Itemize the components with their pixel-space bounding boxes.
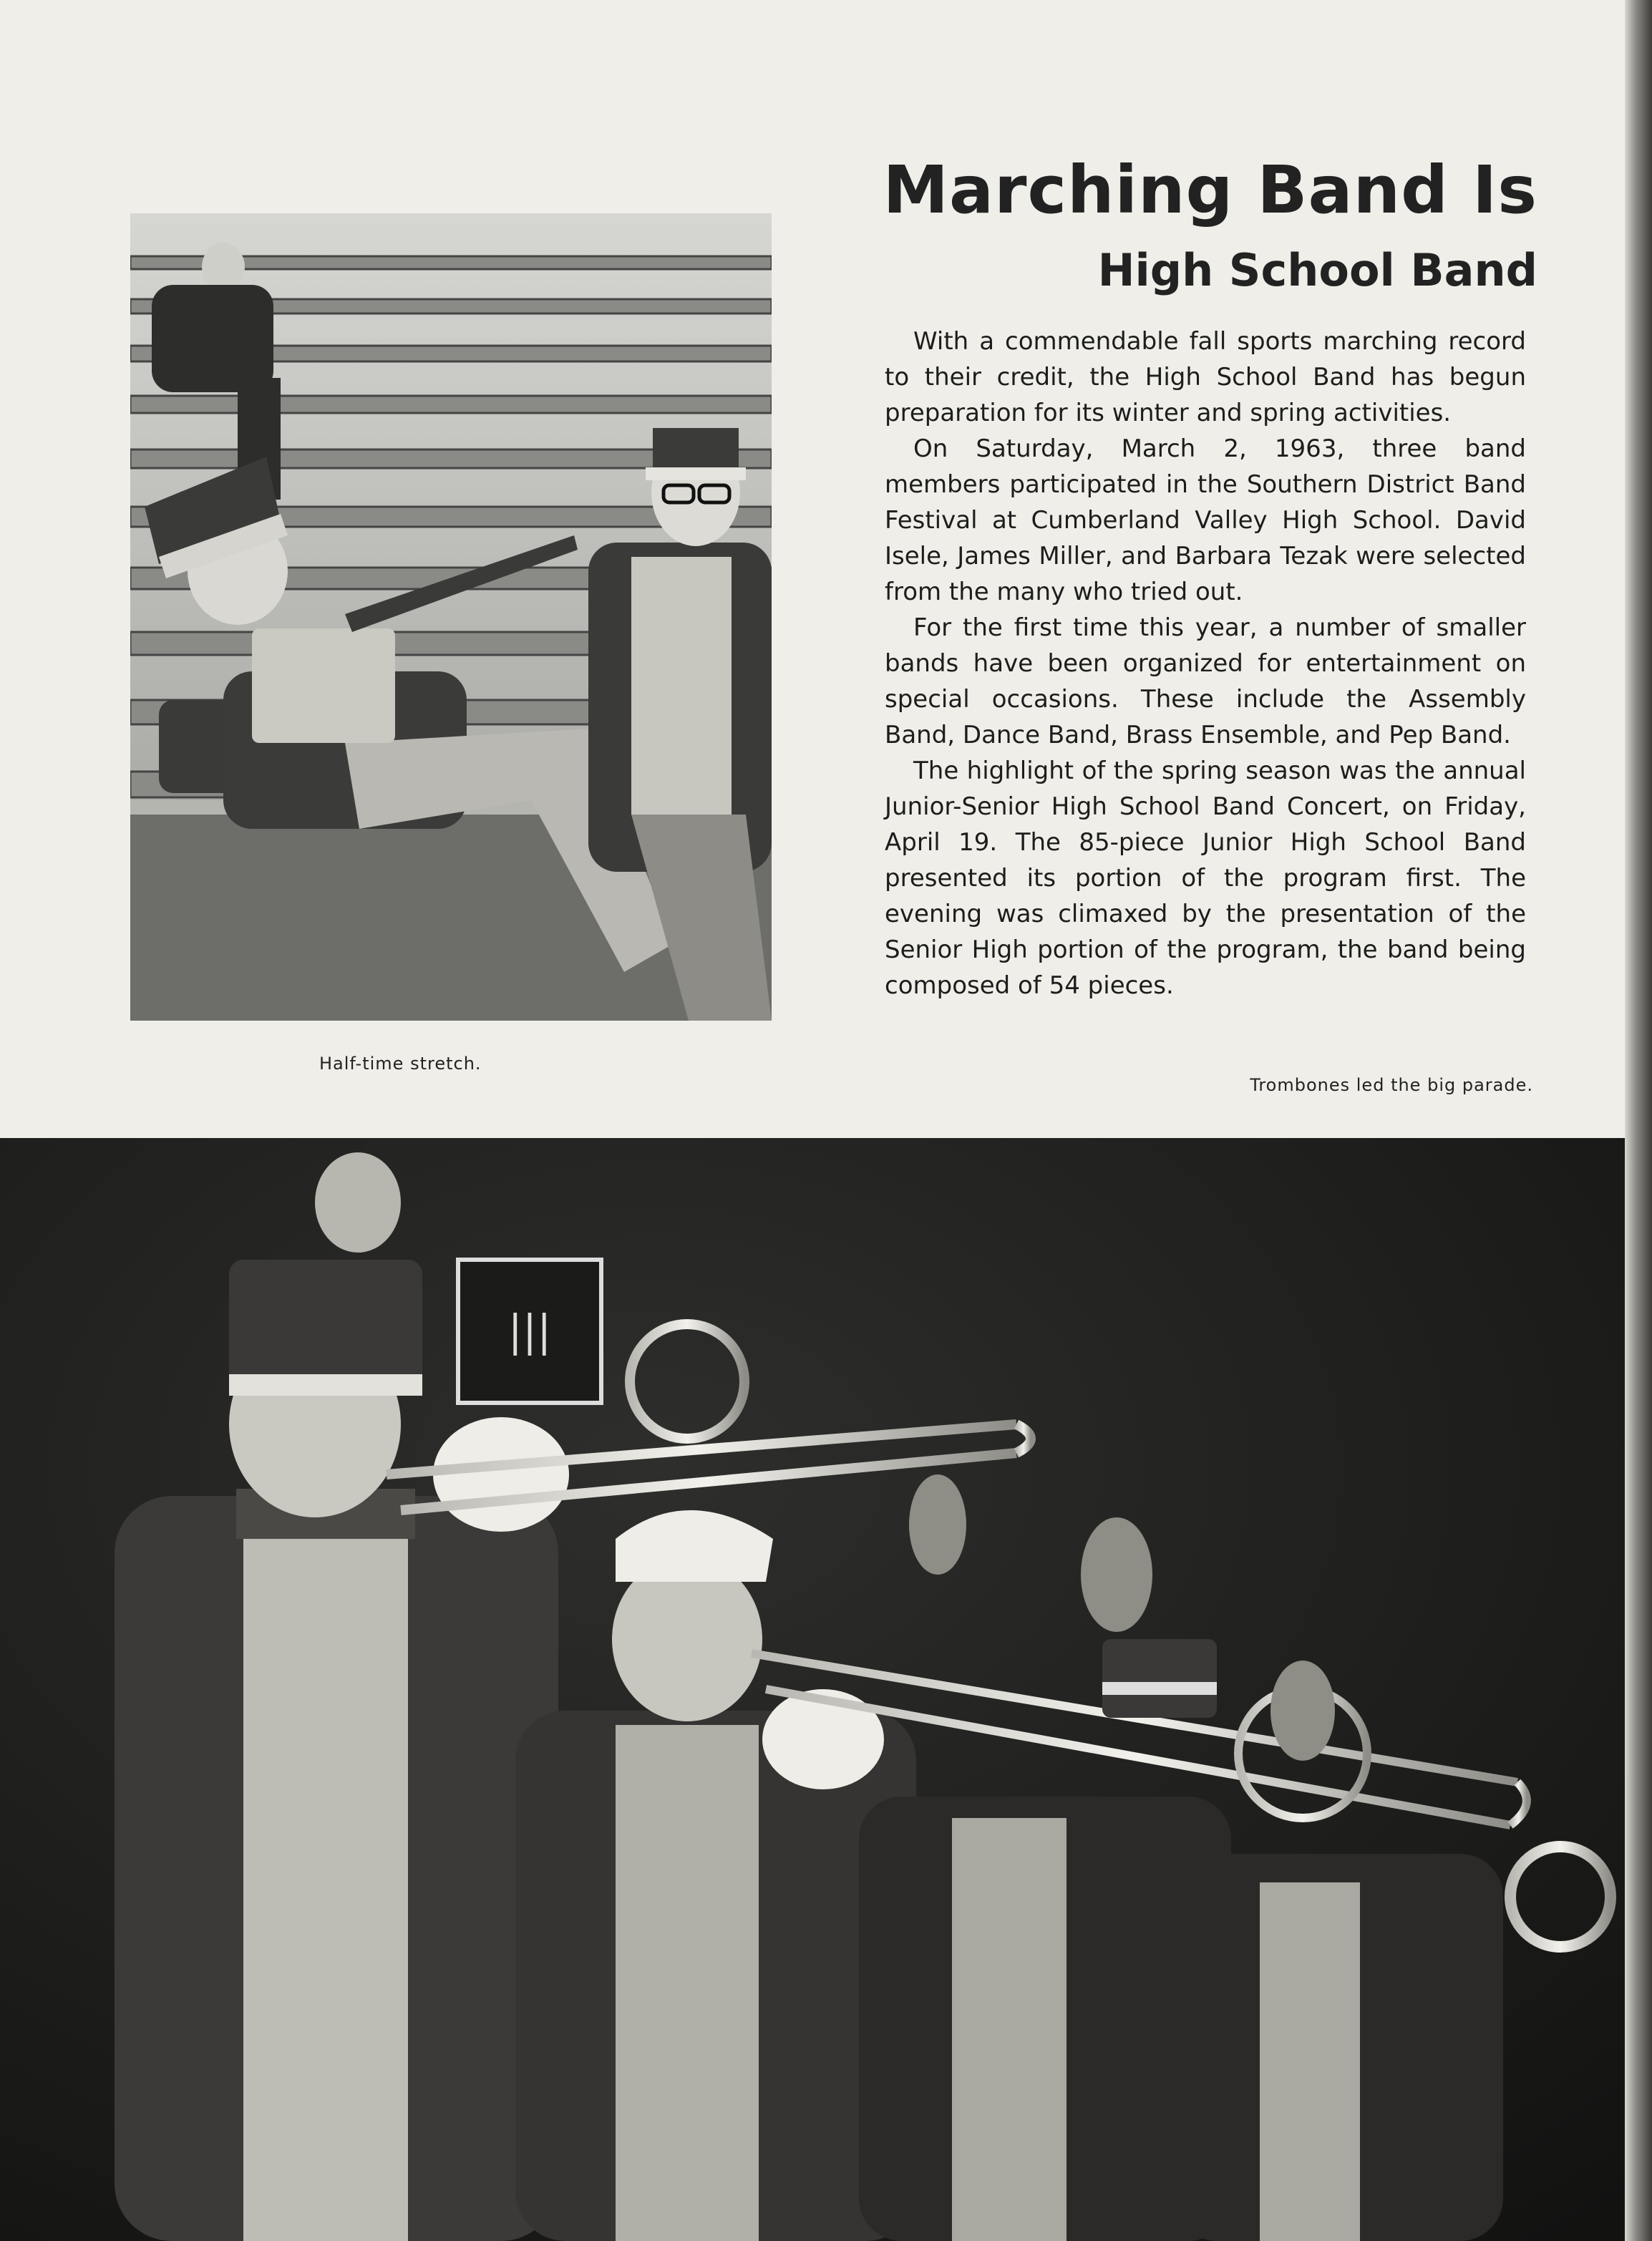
- article-paragraph: On Saturday, March 2, 1963, three band members participated in the Southern District Band Festival at Cumberland Valley High School. David Isele, James Miller, and Barbara Tezak were selected from the many who tried out.: [885, 434, 1526, 606]
- bleachers-photo: [130, 213, 772, 1021]
- svg-text:|||: |||: [507, 1306, 552, 1356]
- page-edge-shadow: [1625, 0, 1652, 2241]
- page-subtitle: High School Band: [1097, 244, 1537, 297]
- article-paragraph: With a commendable fall sports marching record to their credit, the High School Band has begun preparation for its winter and spring activities.: [885, 327, 1526, 427]
- trombones-parade-photo: [0, 1138, 1625, 2241]
- article-paragraph: For the first time this year, a number of smaller bands have been organized for entertainment on special occasions. These include the Assembly Band, Dance Band, Brass Ensemble, and Pep Band.: [885, 613, 1526, 749]
- bottom-photo-caption: Trombones led the big parade.: [1250, 1075, 1533, 1095]
- article-body: [885, 324, 1526, 1003]
- article-paragraph: The highlight of the spring season was the annual Junior-Senior High School Band Concert, on Friday, April 19. The 85-piece Junior High School Band presented its portion of the program first. The evening was climaxed by the presentation of the Senior High portion of the program, the band being composed of 54 pieces.: [885, 757, 1526, 1000]
- top-photo-caption: Half-time stretch.: [319, 1054, 482, 1074]
- page-title: Marching Band Is: [883, 151, 1537, 228]
